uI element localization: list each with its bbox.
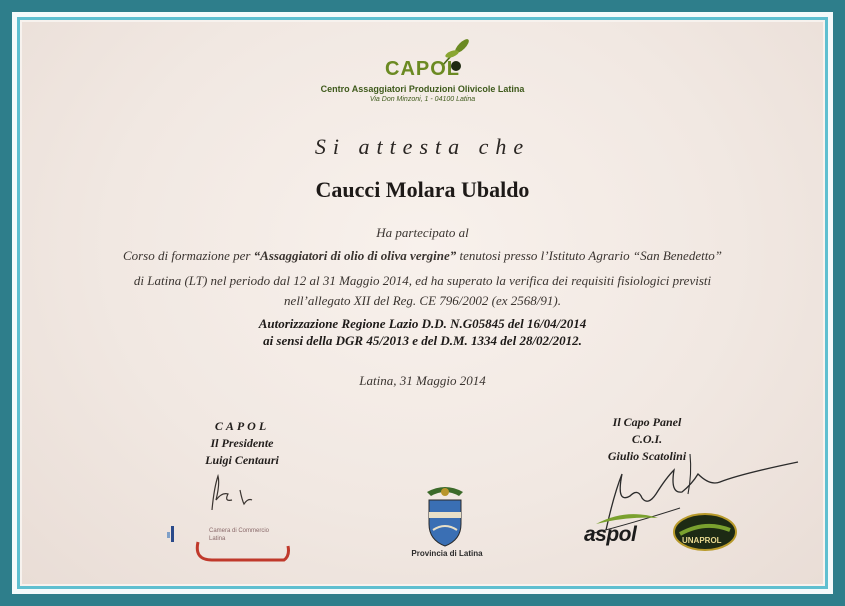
left-signature-icon xyxy=(202,470,262,514)
chamber-of-commerce-logo-icon xyxy=(165,524,181,544)
authorization-line-1: Autorizzazione Regione Lazio D.D. N.G05845 del 16/04/2014 xyxy=(258,316,587,331)
certificate-heading: Si attesta che xyxy=(314,134,531,159)
aspol-leaf-icon xyxy=(592,512,662,526)
body-line-1: Ha partecipato al xyxy=(376,225,469,240)
provincia-label: Provincia di Latina xyxy=(411,549,483,558)
certificate xyxy=(22,22,823,584)
org-address: Via Don Minzoni, 1 - 04100 Latina xyxy=(369,96,476,103)
unaprol-badge-icon xyxy=(672,512,738,552)
course-intro: Corso di formazione per xyxy=(122,248,254,263)
unaprol-label: UNAPROL xyxy=(682,536,722,545)
course-title: “Assaggiatori di olio di oliva vergine” xyxy=(253,248,457,263)
place-date: Latina, 31 Maggio 2014 xyxy=(359,373,486,388)
right-signatory-role: Il Capo Panel xyxy=(612,415,682,429)
recipient-name: Caucci Molara Ubaldo xyxy=(315,177,530,202)
provincia-coat-of-arms-icon xyxy=(419,482,471,548)
chamber-city: Latina xyxy=(209,536,226,542)
capol-logo-text: CAPOL xyxy=(385,58,460,80)
org-name: Centro Assaggiatori Produzioni Olivicole Latina xyxy=(320,84,525,94)
authorization-line-2: ai sensi della DGR 45/2013 e del D.M. 1334 del 28/02/2012. xyxy=(263,333,582,348)
right-signatory-name: Giulio Scatolini xyxy=(607,449,687,463)
aspol-logo-text: aspol xyxy=(584,523,637,546)
left-signatory-name: Luigi Centauri xyxy=(205,453,279,467)
body-line-3: di Latina (LT) nel periodo dal 12 al 31 Maggio 2014, ed ha superato la verifica dei requisiti fisiologici previsti xyxy=(133,273,712,288)
course-location: tenutosi presso l’Istituto Agrario “San Benedetto” xyxy=(456,248,723,263)
chamber-name: Camera di Commercio xyxy=(209,528,270,534)
left-signatory-role: Il Presidente xyxy=(210,436,274,450)
right-signatory-org: C.O.I. xyxy=(631,432,663,446)
body-line-2 xyxy=(22,248,823,264)
left-signatory-org: CAPOL xyxy=(214,419,270,433)
body-line-4: nell’allegato XII del Reg. CE 796/2002 (ex 2568/91). xyxy=(284,293,561,308)
chamber-swoosh-icon xyxy=(192,538,292,564)
